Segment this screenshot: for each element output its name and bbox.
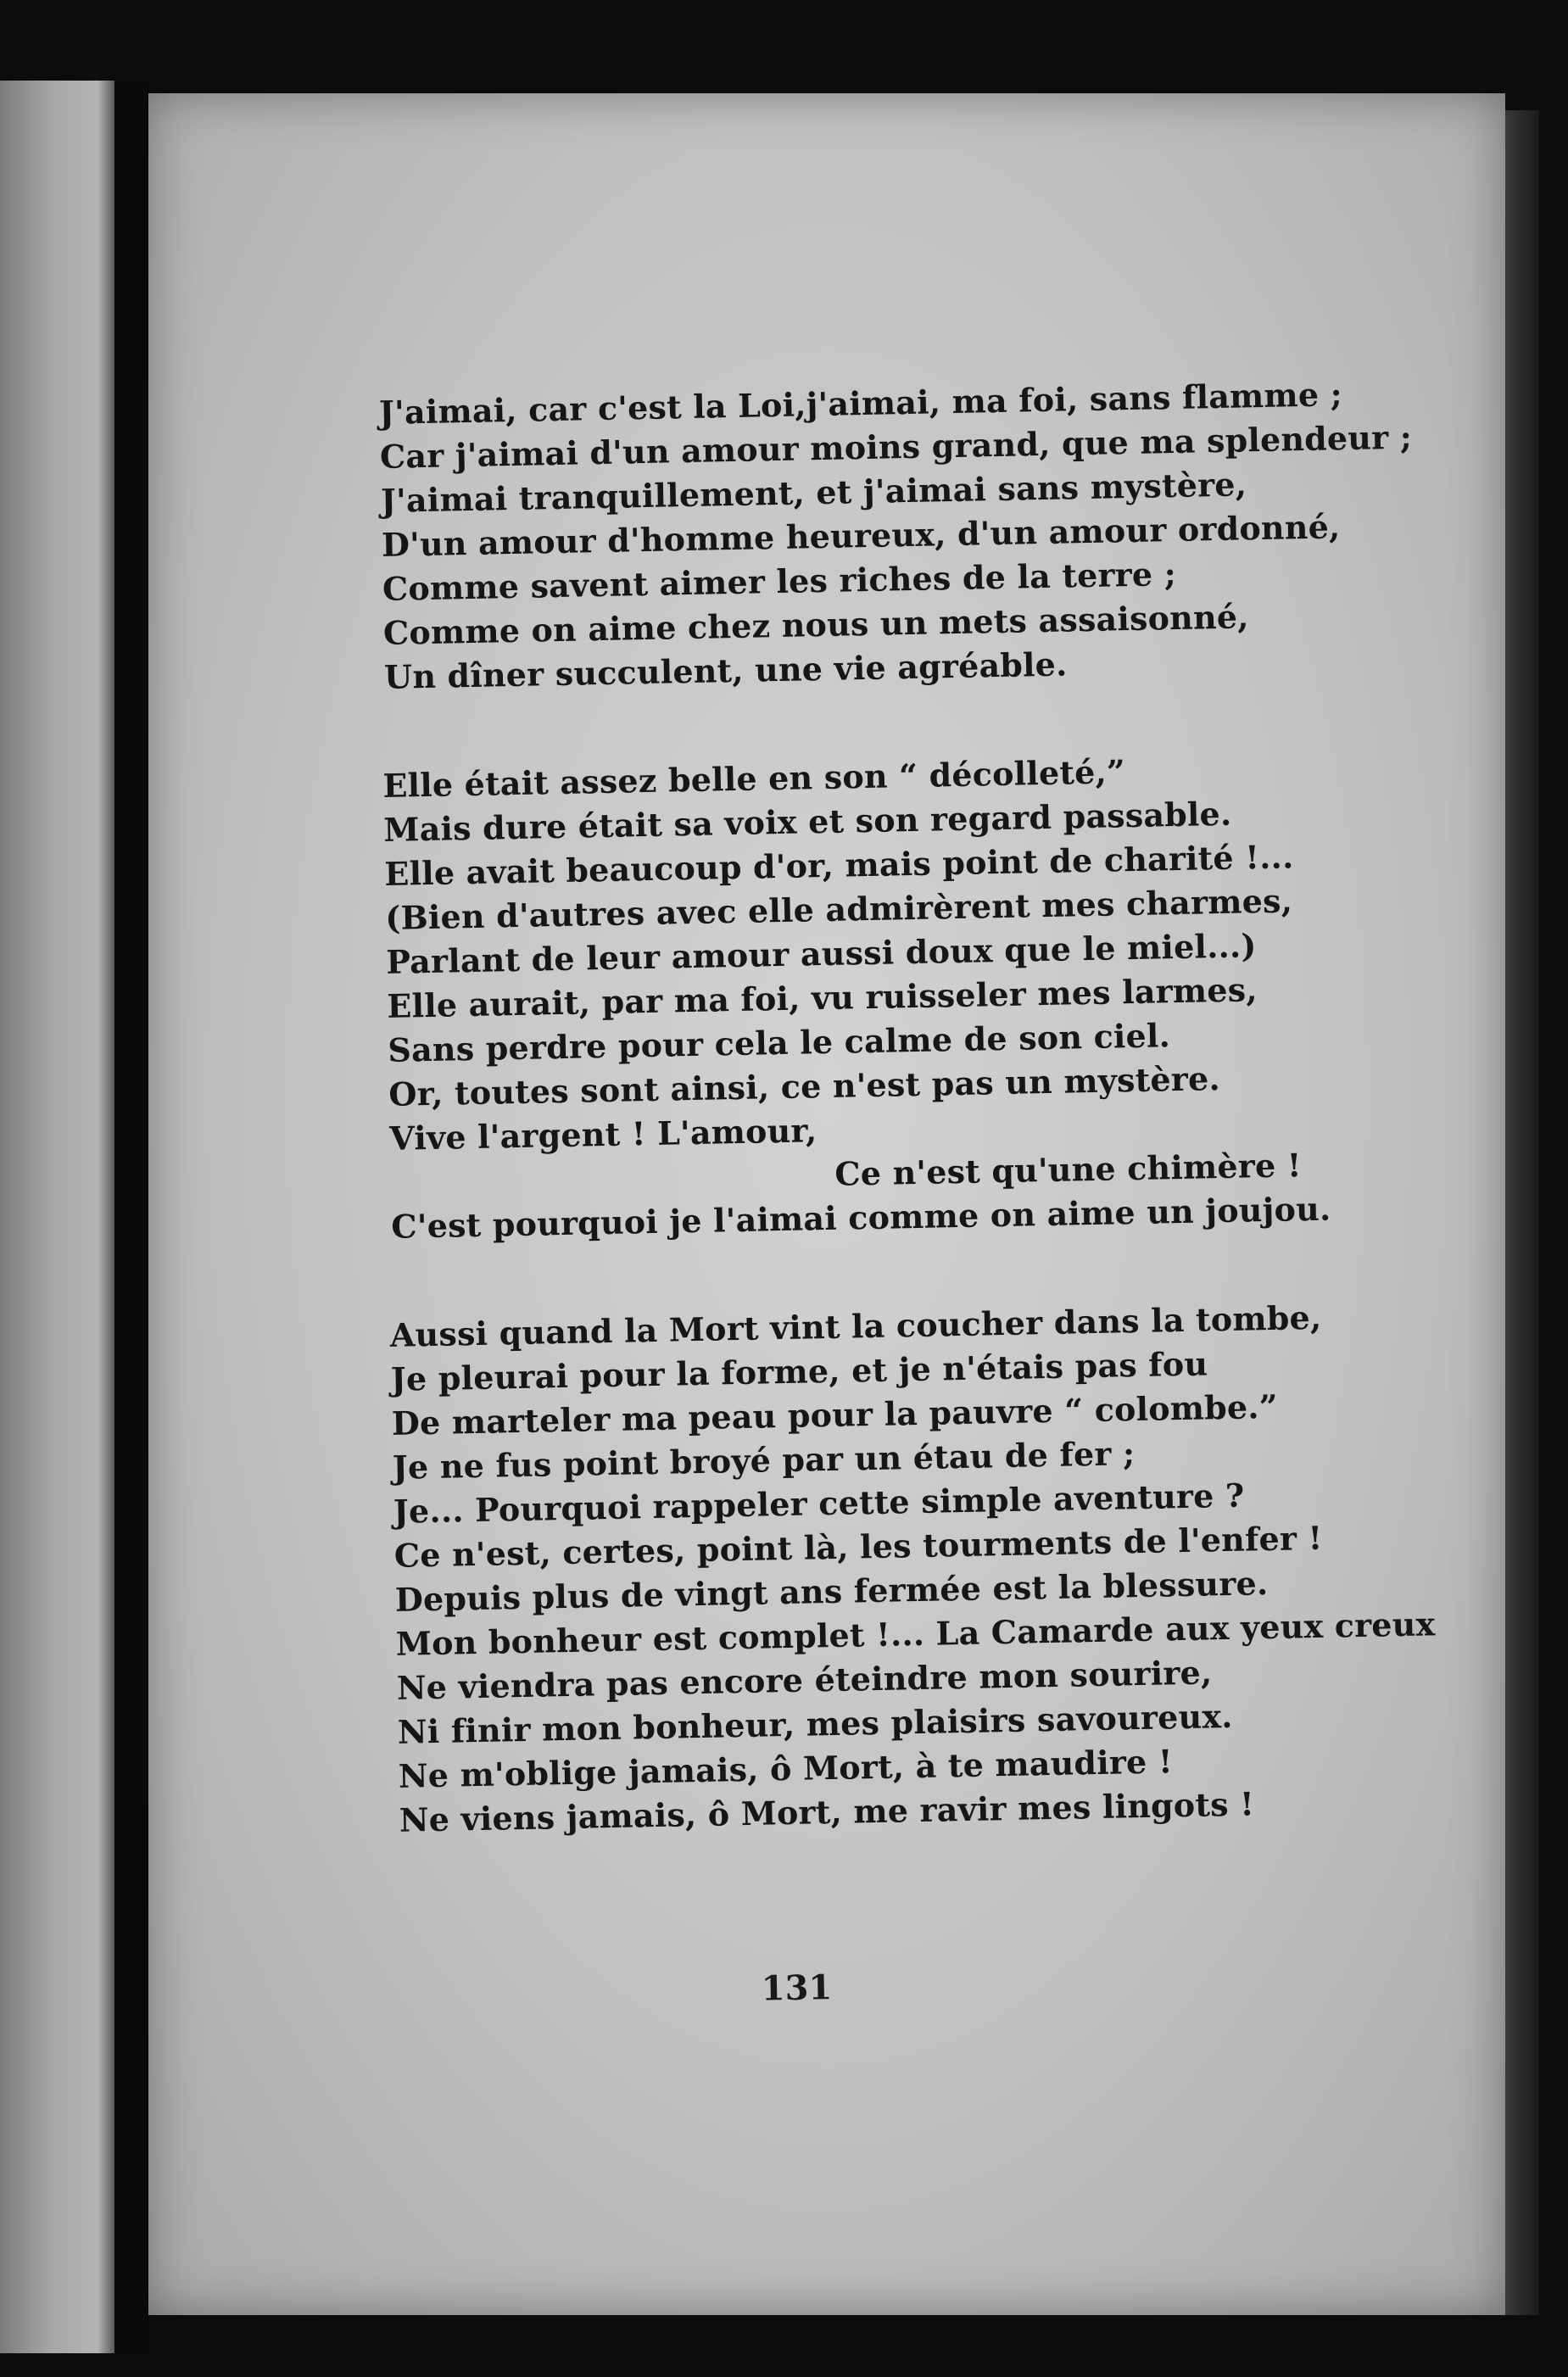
verse-line: Ni finir mon bonheur, mes plaisirs savoureux. — [397, 1696, 1234, 1751]
verse-line: Car j'aimai d'un amour moins grand, que ma splendeur ; — [379, 417, 1413, 476]
verse-line: Un dîner succulent, une vie agréable. — [383, 644, 1068, 696]
page-number: 131 — [761, 1967, 833, 2009]
verse-line: Je... Pourquoi rappeler cette simple aventure ? — [393, 1476, 1245, 1531]
verse-line: Comme on aime chez nous un mets assaisonné, — [382, 597, 1249, 652]
poem-text — [127, 81, 1526, 2328]
facing-page-edge — [0, 81, 114, 2353]
verse-line: Ne viens jamais, ô Mort, me ravir mes lingots ! — [399, 1784, 1255, 1839]
book-page — [148, 93, 1505, 2315]
verse-line: Comme savent aimer les riches de la terre ; — [382, 554, 1177, 608]
verse-line: J'aimai tranquillement, et j'aimai sans mystère, — [380, 465, 1247, 520]
verse-line: D'un amour d'homme heureux, d'un amour ordonné, — [381, 507, 1341, 564]
verse-line: Depuis plus de vingt ans fermée est la blessure. — [394, 1564, 1269, 1619]
verse-line: Elle avait beaucoup d'or, mais point de charité !... — [383, 837, 1294, 893]
verse-line: Or, toutes sont ainsi, ce n'est pas un mystère. — [388, 1059, 1221, 1113]
verse-line: Parlant de leur amour aussi doux que le miel...) — [385, 926, 1257, 981]
verse-line: J'aimai, car c'est la Loi,j'aimai, ma foi, sans flamme ; — [378, 375, 1343, 432]
verse-line: Elle était assez belle en son “ décolleté,” — [382, 752, 1126, 805]
verse-line: Sans perdre pour cela le calme de son ciel. — [387, 1016, 1171, 1069]
verse-line: Je ne fus point broyé par un étau de fer ; — [392, 1434, 1136, 1487]
verse-line: Ne viendra pas encore éteindre mon sourire, — [396, 1653, 1213, 1707]
verse-line: Ne m'oblige jamais, ô Mort, à te maudire ! — [398, 1742, 1174, 1795]
verse-line: De marteler ma peau pour la pauvre “ colombe.” — [391, 1387, 1279, 1442]
verse-line: Je pleurai pour la forme, et je n'étais pas fou — [390, 1344, 1208, 1398]
verse-line: Mais dure était sa voix et son regard passable. — [382, 794, 1232, 849]
verse-line: Ce n'est, certes, point là, les tourments de l'enfer ! — [393, 1518, 1323, 1575]
verse-line: (Bien d'autres avec elle admirèrent mes charmes, — [384, 881, 1293, 937]
verse-line: Mon bonheur est complet !... La Camarde aux yeux creux — [395, 1604, 1436, 1663]
verse-line: Ce n'est qu'une chimère ! — [834, 1146, 1303, 1193]
verse-line: Vive l'argent ! L'amour, — [388, 1111, 817, 1158]
verse-line: C'est pourquoi je l'aimai comme on aime un joujou. — [390, 1189, 1331, 1246]
verse-line: Elle aurait, par ma foi, vu ruisseler mes larmes, — [386, 970, 1258, 1025]
stanza-1 — [127, 81, 1484, 696]
verse-line: Aussi quand la Mort vint la coucher dans la tombe, — [389, 1297, 1322, 1354]
